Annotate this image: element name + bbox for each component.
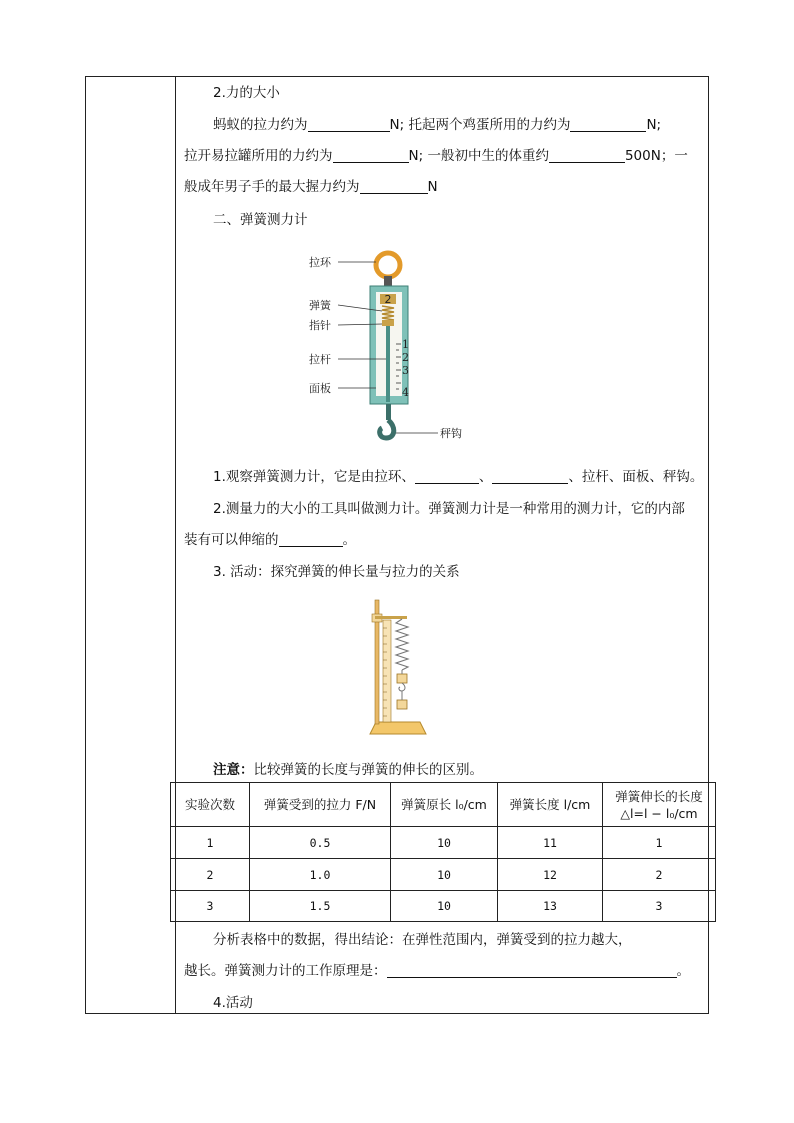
line-ant-force: 蚂蚁的拉力约为 N; 托起两个鸡蛋所用的力约为 N; [213,117,662,133]
blank-weight[interactable] [549,148,625,163]
header-original-length: 弹簧原长 l₀/cm [391,783,498,827]
blank-principle[interactable] [387,963,677,978]
activity-4: 4.活动 [213,995,253,1011]
svg-text:拉环: 拉环 [309,256,331,269]
header-extension: 弹簧伸长的长度 △l=l − l₀/cm [603,783,716,827]
question-1: 1.观察弹簧测力计，它是由拉环、 、 、拉杆、面板、秤钩。 [213,469,704,485]
line-can-force: 拉开易拉罐所用的力约为 N; 一般初中生的体重约 500N；一 [184,148,688,164]
pull-rod [386,326,390,402]
pointer-block [382,320,394,326]
table-row: 2 1.0 10 12 2 [171,859,716,891]
svg-text:弹簧: 弹簧 [309,299,331,312]
question-2-line2: 装有可以伸缩的 。 [184,532,356,548]
blank-inner-spring[interactable] [279,532,343,547]
line-grip-force: 般成年男子手的最大握力约为 N [184,179,438,195]
blank-eggs[interactable] [570,117,646,132]
svg-text:面板: 面板 [309,382,331,395]
blank-spring[interactable] [415,469,479,484]
svg-text:1: 1 [402,338,409,351]
conclusion-line2: 越长。弹簧测力计的工作原理是： 。 [184,963,690,979]
blank-pointer[interactable] [492,469,568,484]
blank-can[interactable] [333,148,409,163]
svg-text:2: 2 [384,293,392,306]
conclusion-line1: 分析表格中的数据，得出结论：在弹性范围内，弹簧受到的拉力越大， [213,932,632,948]
spring-scale-figure [300,240,480,455]
heading-spring-scale: 二、弹簧测力计 [213,212,308,228]
test-spring [396,619,408,670]
table-row: 3 1.5 10 13 3 [171,891,716,922]
table-row: 1 0.5 10 11 1 [171,827,716,859]
svg-text:指针: 指针 [309,319,331,332]
activity-3: 3. 活动：探究弹簧的伸长量与拉力的关系 [213,564,460,580]
header-trial: 实验次数 [171,783,250,827]
header-length: 弹簧长度 l/cm [498,783,603,827]
svg-text:3: 3 [402,364,409,377]
question-2-line1: 2.测量力的大小的工具叫做测力计。弹簧测力计是一种常用的测力计，它的内部 [213,501,685,517]
blank-grip[interactable] [360,179,428,194]
heading-force-size: 2.力的大小 [213,85,280,101]
note-line: 注意：比较弹簧的长度与弹簧的伸长的区别。 [213,762,483,778]
svg-text:秤钩: 秤钩 [440,427,462,440]
pull-ring-icon [376,253,400,277]
hook-icon [380,420,394,438]
experiment-data-table [170,782,716,922]
blank-ant[interactable] [308,117,390,132]
svg-text:拉杆: 拉杆 [309,353,331,366]
header-force: 弹簧受到的拉力 F/N [250,783,391,827]
svg-text:4: 4 [402,386,409,399]
spring-experiment-figure [362,596,432,744]
svg-text:2: 2 [402,351,409,364]
